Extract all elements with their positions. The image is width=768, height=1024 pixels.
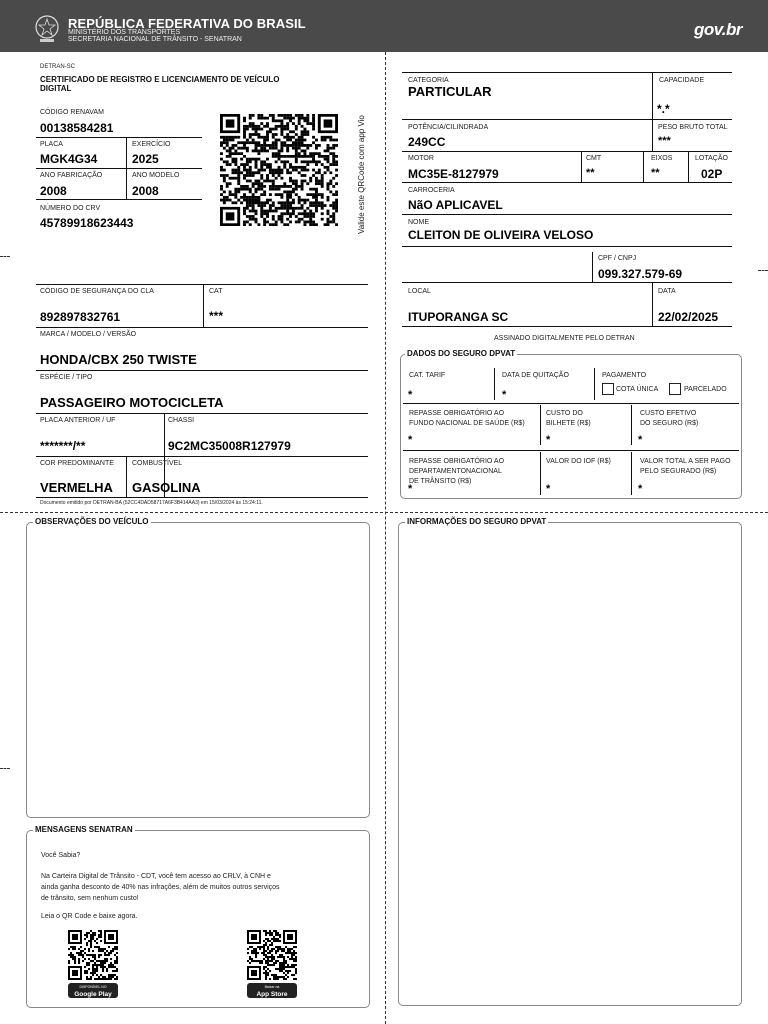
ano-modelo-label: ANO MODELO (132, 172, 180, 179)
valor-iof-label: VALOR DO IOF (R$) (546, 458, 611, 465)
data-quitacao-value: * (502, 389, 507, 401)
divider (403, 450, 739, 451)
cor-label: COR PREDOMINANTE (40, 460, 114, 467)
motor-label: MOTOR (408, 155, 434, 162)
peso-bruto-label: PESO BRUTO TOTAL (658, 124, 728, 131)
codigo-seguranca-label: CÓDIGO DE SEGURANÇA DO CLA (40, 288, 154, 295)
dpvat-title: DADOS DO SEGURO DPVAT (407, 349, 516, 358)
divider (402, 151, 732, 152)
app-store-qr-code[interactable] (247, 930, 297, 980)
capacidade-value: *.* (657, 102, 670, 116)
marca-modelo-label: MARCA / MODELO / VERSÃO (40, 331, 137, 338)
app-store-label: App Store (256, 991, 288, 998)
cota-unica-checkbox[interactable] (602, 383, 614, 395)
divider (203, 284, 204, 327)
repasse-fns-label1: REPASSE OBRIGATÓRIO AO (409, 410, 505, 417)
divider (652, 119, 653, 151)
divider (36, 168, 202, 169)
qr-caption: Valide este QRCode com app Vio (357, 115, 366, 234)
valor-total-label1: VALOR TOTAL A SER PAGO (640, 458, 731, 465)
footnote: Documento emitido por DETRAN-BA (52CC4DAD58717A6F3B414AA3) em 15/03/2024 às 15:24:11. (40, 500, 263, 506)
divider (652, 72, 653, 120)
observacoes-title: OBSERVAÇÕES DO VEÍCULO (35, 517, 149, 526)
crv-value: 45789918623443 (40, 216, 134, 230)
info-dpvat-title: INFORMAÇÕES DO SEGURO DPVAT (407, 517, 547, 526)
placa-anterior-value: *******/** (40, 439, 86, 453)
app-store-top: Baixar na (264, 985, 280, 989)
issuer: DETRAN-SC (40, 64, 76, 70)
divider (540, 405, 541, 445)
google-play-qr-code[interactable] (68, 930, 118, 980)
parcelado-checkbox[interactable] (669, 383, 681, 395)
custo-efetivo-label2: DO SEGURO (R$) (640, 420, 699, 427)
categoria-label: CATEGORIA (408, 77, 449, 84)
exercicio-value: 2025 (132, 152, 159, 166)
valor-total-value: * (638, 483, 643, 495)
combustivel-value: GASOLINA (132, 480, 201, 495)
data-quitacao-label: DATA DE QUITAÇÃO (502, 372, 569, 379)
divider (631, 405, 632, 445)
divider (402, 326, 732, 327)
app-store-badge[interactable] (247, 983, 297, 998)
coat-of-arms-icon (34, 14, 60, 44)
cat-tarif-value: * (408, 389, 413, 401)
observacoes-box (26, 522, 370, 818)
cpf-value: 099.327.579-69 (598, 267, 683, 281)
mensagens-line2: Na Carteira Digital de Trânsito - CDT, você tem acesso ao CRLV, à CNH e (41, 873, 271, 880)
repasse-dep-label3: DE TRÂNSITO (R$) (409, 478, 472, 485)
valor-iof-value: * (546, 483, 551, 495)
renavam-label: CÓDIGO RENAVAM (40, 109, 104, 116)
custo-efetivo-value: * (638, 434, 643, 446)
potencia-value: 249CC (408, 135, 446, 149)
ano-modelo-value: 2008 (132, 184, 159, 198)
divider (36, 199, 202, 200)
divider (126, 456, 127, 497)
divider (36, 413, 368, 414)
marca-modelo-value: HONDA/CBX 250 TWISTE (40, 352, 197, 367)
motor-value: MC35E-8127979 (408, 167, 499, 181)
capacidade-label: CAPACIDADE (659, 77, 704, 84)
cat-value: *** (209, 309, 224, 323)
header-secretariat: SECRETARIA NACIONAL DE TRÂNSITO - SENATRAN (68, 36, 242, 43)
chassi-label: CHASSI (168, 417, 195, 424)
especie-tipo-value: PASSAGEIRO MOTOCICLETA (40, 395, 224, 410)
data-label: DATA (658, 288, 676, 295)
doc-title: CERTIFICADO DE REGISTRO E LICENCIAMENTO DE VEÍCULO DIGITAL (40, 75, 280, 93)
pagamento-label: PAGAMENTO (602, 372, 647, 379)
gov-header (0, 0, 768, 52)
carroceria-label: CARROCERIA (408, 187, 455, 194)
eixos-value: ** (651, 167, 660, 179)
divider (36, 137, 202, 138)
divider (402, 119, 732, 120)
divider (631, 452, 632, 495)
potencia-label: POTÊNCIA/CILINDRADA (408, 124, 489, 131)
placa-anterior-label: PLACA ANTERIOR / UF (40, 417, 116, 424)
divider (688, 151, 689, 182)
custo-bilhete-label2: BILHETE (R$) (546, 420, 591, 427)
divider (36, 284, 368, 285)
divider (540, 452, 541, 495)
divider (592, 252, 593, 282)
chassi-value: 9C2MC35008R127979 (168, 439, 291, 453)
repasse-fns-value: * (408, 434, 413, 446)
google-play-label: Google Play (74, 991, 112, 998)
divider (36, 497, 368, 498)
divider (36, 370, 368, 371)
mensagens-line3: ainda ganha desconto de 40% nas infrações, além de muitos outros serviços (41, 884, 280, 891)
custo-bilhete-label1: CUSTO DO (546, 410, 583, 417)
cmt-value: ** (586, 167, 595, 179)
repasse-dep-label1: REPASSE OBRIGATÓRIO AO (409, 458, 505, 465)
validation-qr-code[interactable] (220, 114, 338, 226)
mensagens-line4: de trânsito, sem nenhum custo! (41, 895, 139, 902)
cut-mark (758, 270, 768, 271)
google-play-badge[interactable] (68, 983, 118, 998)
divider (643, 151, 644, 182)
renavam-value: 00138584281 (40, 121, 114, 135)
custo-bilhete-value: * (546, 434, 551, 446)
repasse-fns-label2: FUNDO NACIONAL DE SAÚDE (R$) (409, 420, 525, 427)
carroceria-value: NãO APLICAVEL (408, 198, 503, 212)
divider (402, 72, 732, 73)
cut-line-horizontal (0, 512, 768, 513)
divider (594, 368, 595, 400)
peso-bruto-value: *** (658, 135, 671, 147)
crv-label: NÚMERO DO CRV (40, 205, 101, 212)
lotacao-label: LOTAÇÃO (695, 155, 728, 162)
data-value: 22/02/2025 (658, 310, 719, 324)
cut-mark (0, 256, 10, 257)
header-ministry: MINISTÉRIO DOS TRANSPORTES (68, 29, 181, 36)
header-title: REPÚBLICA FEDERATIVA DO BRASIL (68, 16, 306, 31)
repasse-dep-label2: DEPARTAMENTONACIONAL (409, 468, 502, 475)
especie-tipo-label: ESPÉCIE / TIPO (40, 374, 93, 381)
placa-label: PLACA (40, 141, 63, 148)
divider (581, 151, 582, 182)
parcelado-label: PARCELADO (684, 386, 727, 393)
local-label: LOCAL (408, 288, 431, 295)
eixos-label: EIXOS (651, 155, 673, 162)
ano-fabricacao-value: 2008 (40, 184, 67, 198)
mensagens-line1: Você Sabia? (41, 852, 81, 859)
divider (402, 282, 732, 283)
combustivel-label: COMBUSTÍVEL (132, 460, 183, 467)
mensagens-line5: Leia o QR Code e baixe agora. (41, 913, 138, 920)
cat-label: CAT (209, 288, 223, 295)
divider (36, 327, 368, 328)
categoria-value: PARTICULAR (408, 84, 492, 99)
divider (402, 182, 732, 183)
custo-efetivo-label1: CUSTO EFETIVO (640, 410, 697, 417)
mensagens-title: MENSAGENS SENATRAN (35, 825, 133, 834)
exercicio-label: EXERCÍCIO (132, 141, 171, 148)
divider (403, 403, 739, 404)
govbr-logo[interactable]: gov.br (693, 20, 742, 39)
divider (402, 214, 732, 215)
repasse-dep-value: * (408, 483, 413, 495)
valor-total-label2: PELO SEGURADO (R$) (640, 468, 717, 475)
local-value: ITUPORANGA SC (408, 310, 509, 324)
cpf-label: CPF / CNPJ (598, 255, 637, 262)
lotacao-value: 02P (701, 167, 723, 181)
divider (402, 246, 732, 247)
cut-line-vertical (385, 52, 386, 1024)
assinado-digitalmente: ASSINADO DIGITALMENTE PELO DETRAN (494, 335, 635, 342)
cat-tarif-label: CAT. TARIF (409, 372, 446, 379)
cut-mark (0, 768, 10, 769)
divider (36, 456, 368, 457)
ano-fabricacao-label: ANO FABRICAÇÃO (40, 172, 103, 179)
divider (494, 368, 495, 400)
placa-value: MGK4G34 (40, 152, 98, 166)
nome-label: NOME (408, 219, 429, 226)
nome-value: CLEITON DE OLIVEIRA VELOSO (408, 228, 594, 242)
cota-unica-label: COTA ÚNICA (616, 386, 659, 393)
cor-value: VERMELHA (40, 480, 113, 495)
codigo-seguranca-value: 892897832761 (40, 310, 121, 324)
google-play-top: DISPONÍVEL NO (79, 985, 107, 989)
info-dpvat-box (398, 522, 742, 1006)
cmt-label: CMT (586, 155, 602, 162)
divider (652, 282, 653, 326)
